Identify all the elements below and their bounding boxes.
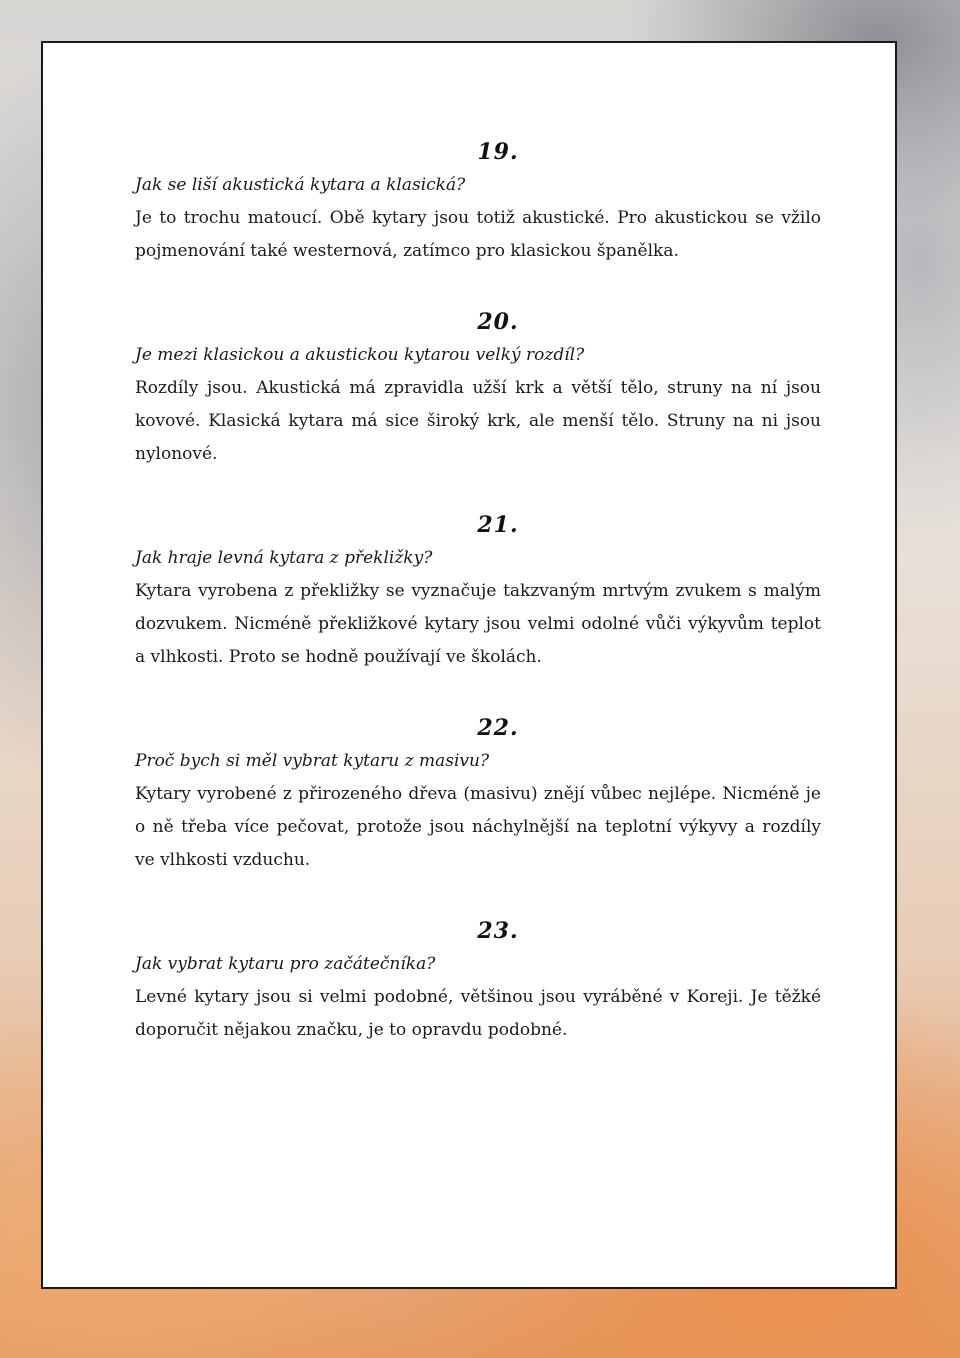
faq-answer: Je to trochu matoucí. Obě kytary jsou totiž akustické. Pro akustickou se vžilo pojmenování také westernová, zatímco pro klasickou španělka.: [135, 208, 821, 261]
faq-number: 22.: [477, 715, 519, 741]
faq-item-19: [135, 135, 821, 268]
faq-item-20: [135, 305, 821, 471]
faq-answer: Kytara vyrobena z překližky se vyznačuje takzvaným mrtvým zvukem s malým dozvukem. Nicméně překližkové kytary jsou velmi odolné vůči výkyvům teplot a vlhkosti. Proto se hodně používají ve školách.: [135, 581, 821, 667]
faq-answer: Kytary vyrobené z přirozeného dřeva (masivu) znějí vůbec nejlépe. Nicméně je o ně třeba více pečovat, protože jsou náchylnější na teplotní výkyvy a rozdíly ve vlhkosti vzduchu.: [135, 784, 821, 870]
faq-item-21: [135, 508, 821, 674]
faq-question: Je mezi klasickou a akustickou kytarou velký rozdíl?: [135, 345, 585, 365]
faq-item-22: [135, 711, 821, 877]
faq-question: Proč bych si měl vybrat kytaru z masivu?: [135, 751, 490, 771]
faq-number: 19.: [477, 139, 519, 165]
faq-number: 20.: [477, 309, 519, 335]
faq-number: 21.: [477, 512, 519, 538]
faq-item-23: [135, 914, 821, 1047]
faq-question: Jak se liší akustická kytara a klasická?: [135, 175, 466, 195]
faq-answer: Rozdíly jsou. Akustická má zpravidla užší krk a větší tělo, struny na ní jsou kovové. Klasická kytara má sice široký krk, ale menší tělo. Struny na ni jsou nylonové.: [135, 378, 821, 464]
faq-content: [135, 135, 821, 1047]
faq-answer: Levné kytary jsou si velmi podobné, většinou jsou vyráběné v Koreji. Je těžké doporučit nějakou značku, je to opravdu podobné.: [135, 987, 821, 1040]
faq-number: 23.: [477, 918, 519, 944]
faq-question: Jak hraje levná kytara z překližky?: [135, 548, 433, 568]
document-page: [41, 41, 897, 1289]
faq-question: Jak vybrat kytaru pro začátečníka?: [135, 954, 436, 974]
